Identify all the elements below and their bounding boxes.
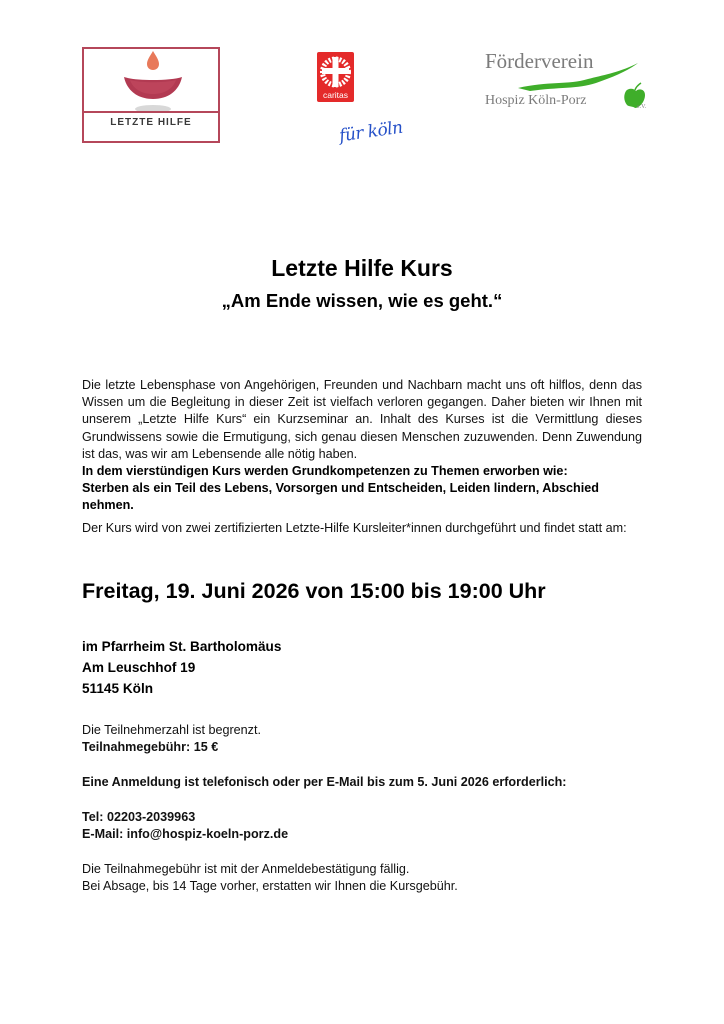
- cancellation-terms: Bei Absage, bis 14 Tage vorher, erstatten wir Ihnen die Kursgebühr.: [82, 879, 458, 893]
- letzte-hilfe-logo-label: LETZTE HILFE: [110, 117, 192, 128]
- participation-fee: Teilnahmegebühr: 15 €: [82, 740, 219, 754]
- course-leaders-text: Der Kurs wird von zwei zertifizierten Letzte-Hilfe Kursleiter*innen durchgeführt und findet statt am:: [82, 521, 627, 535]
- event-date-time: Freitag, 19. Juni 2026 von 15:00 bis 19:00 Uhr: [82, 579, 546, 603]
- contact-phone[interactable]: Tel: 02203-2039963: [82, 810, 196, 824]
- logo-divider: [84, 111, 218, 113]
- foerderverein-title: Förderverein: [485, 49, 594, 73]
- foerderverein-subtitle: Hospiz Köln-Porz: [485, 93, 587, 108]
- page-title: Letzte Hilfe Kurs: [271, 255, 453, 281]
- topics-list: Sterben als ein Teil des Lebens, Vorsorgen und Entscheiden, Leiden lindern, Abschied nehmen.: [82, 481, 599, 513]
- topics-intro: In dem vierstündigen Kurs werden Grundkompetenzen zu Themen erworben wie:: [82, 464, 568, 479]
- caritas-logo: [315, 50, 415, 155]
- caritas-tagline: für köln: [337, 117, 404, 147]
- flame-bowl-icon: [84, 37, 222, 111]
- payment-terms: Die Teilnahmegebühr ist mit der Anmeldebestätigung fällig.: [82, 862, 410, 876]
- contact-email[interactable]: E-Mail: info@hospiz-koeln-porz.de: [82, 827, 289, 841]
- intro-paragraph: Die letzte Lebensphase von Angehörigen, Freunden und Nachbarn macht uns oft hilflos, denn das Wissen um die Begleitung in dieser Zeit ist vielfach verloren gegangen. Daher bieten wir Ihnen mit unserem „Letzte Hilfe Kurs“ ein Kurzseminar an. Inhalt des Kurses ist die Vermittlung dieses Grundwissens sowie die Ermutigung, sich genau diesen Menschen zuzuwenden. Denn Zuwendung ist das, was wir am Lebensende alle nötig haben.: [82, 378, 642, 461]
- intro-section: [82, 377, 642, 515]
- caritas-cross-icon: [317, 54, 354, 92]
- foerderverein-suffix: e.V.: [637, 104, 647, 110]
- registration-note: Eine Anmeldung ist telefonisch oder per E-Mail bis zum 5. Juni 2026 erforderlich:: [82, 775, 567, 789]
- caritas-label: caritas: [322, 90, 349, 100]
- letzte-hilfe-logo: [82, 47, 220, 143]
- event-city: 51145 Köln: [82, 681, 154, 696]
- participant-limit: Die Teilnehmerzahl ist begrenzt.: [82, 723, 261, 737]
- foerderverein-logo: [478, 45, 658, 120]
- event-location-name: im Pfarrheim St. Bartholomäus: [82, 639, 282, 654]
- event-street: Am Leuschhof 19: [82, 660, 196, 675]
- page-subtitle: „Am Ende wissen, wie es geht.“: [221, 290, 503, 311]
